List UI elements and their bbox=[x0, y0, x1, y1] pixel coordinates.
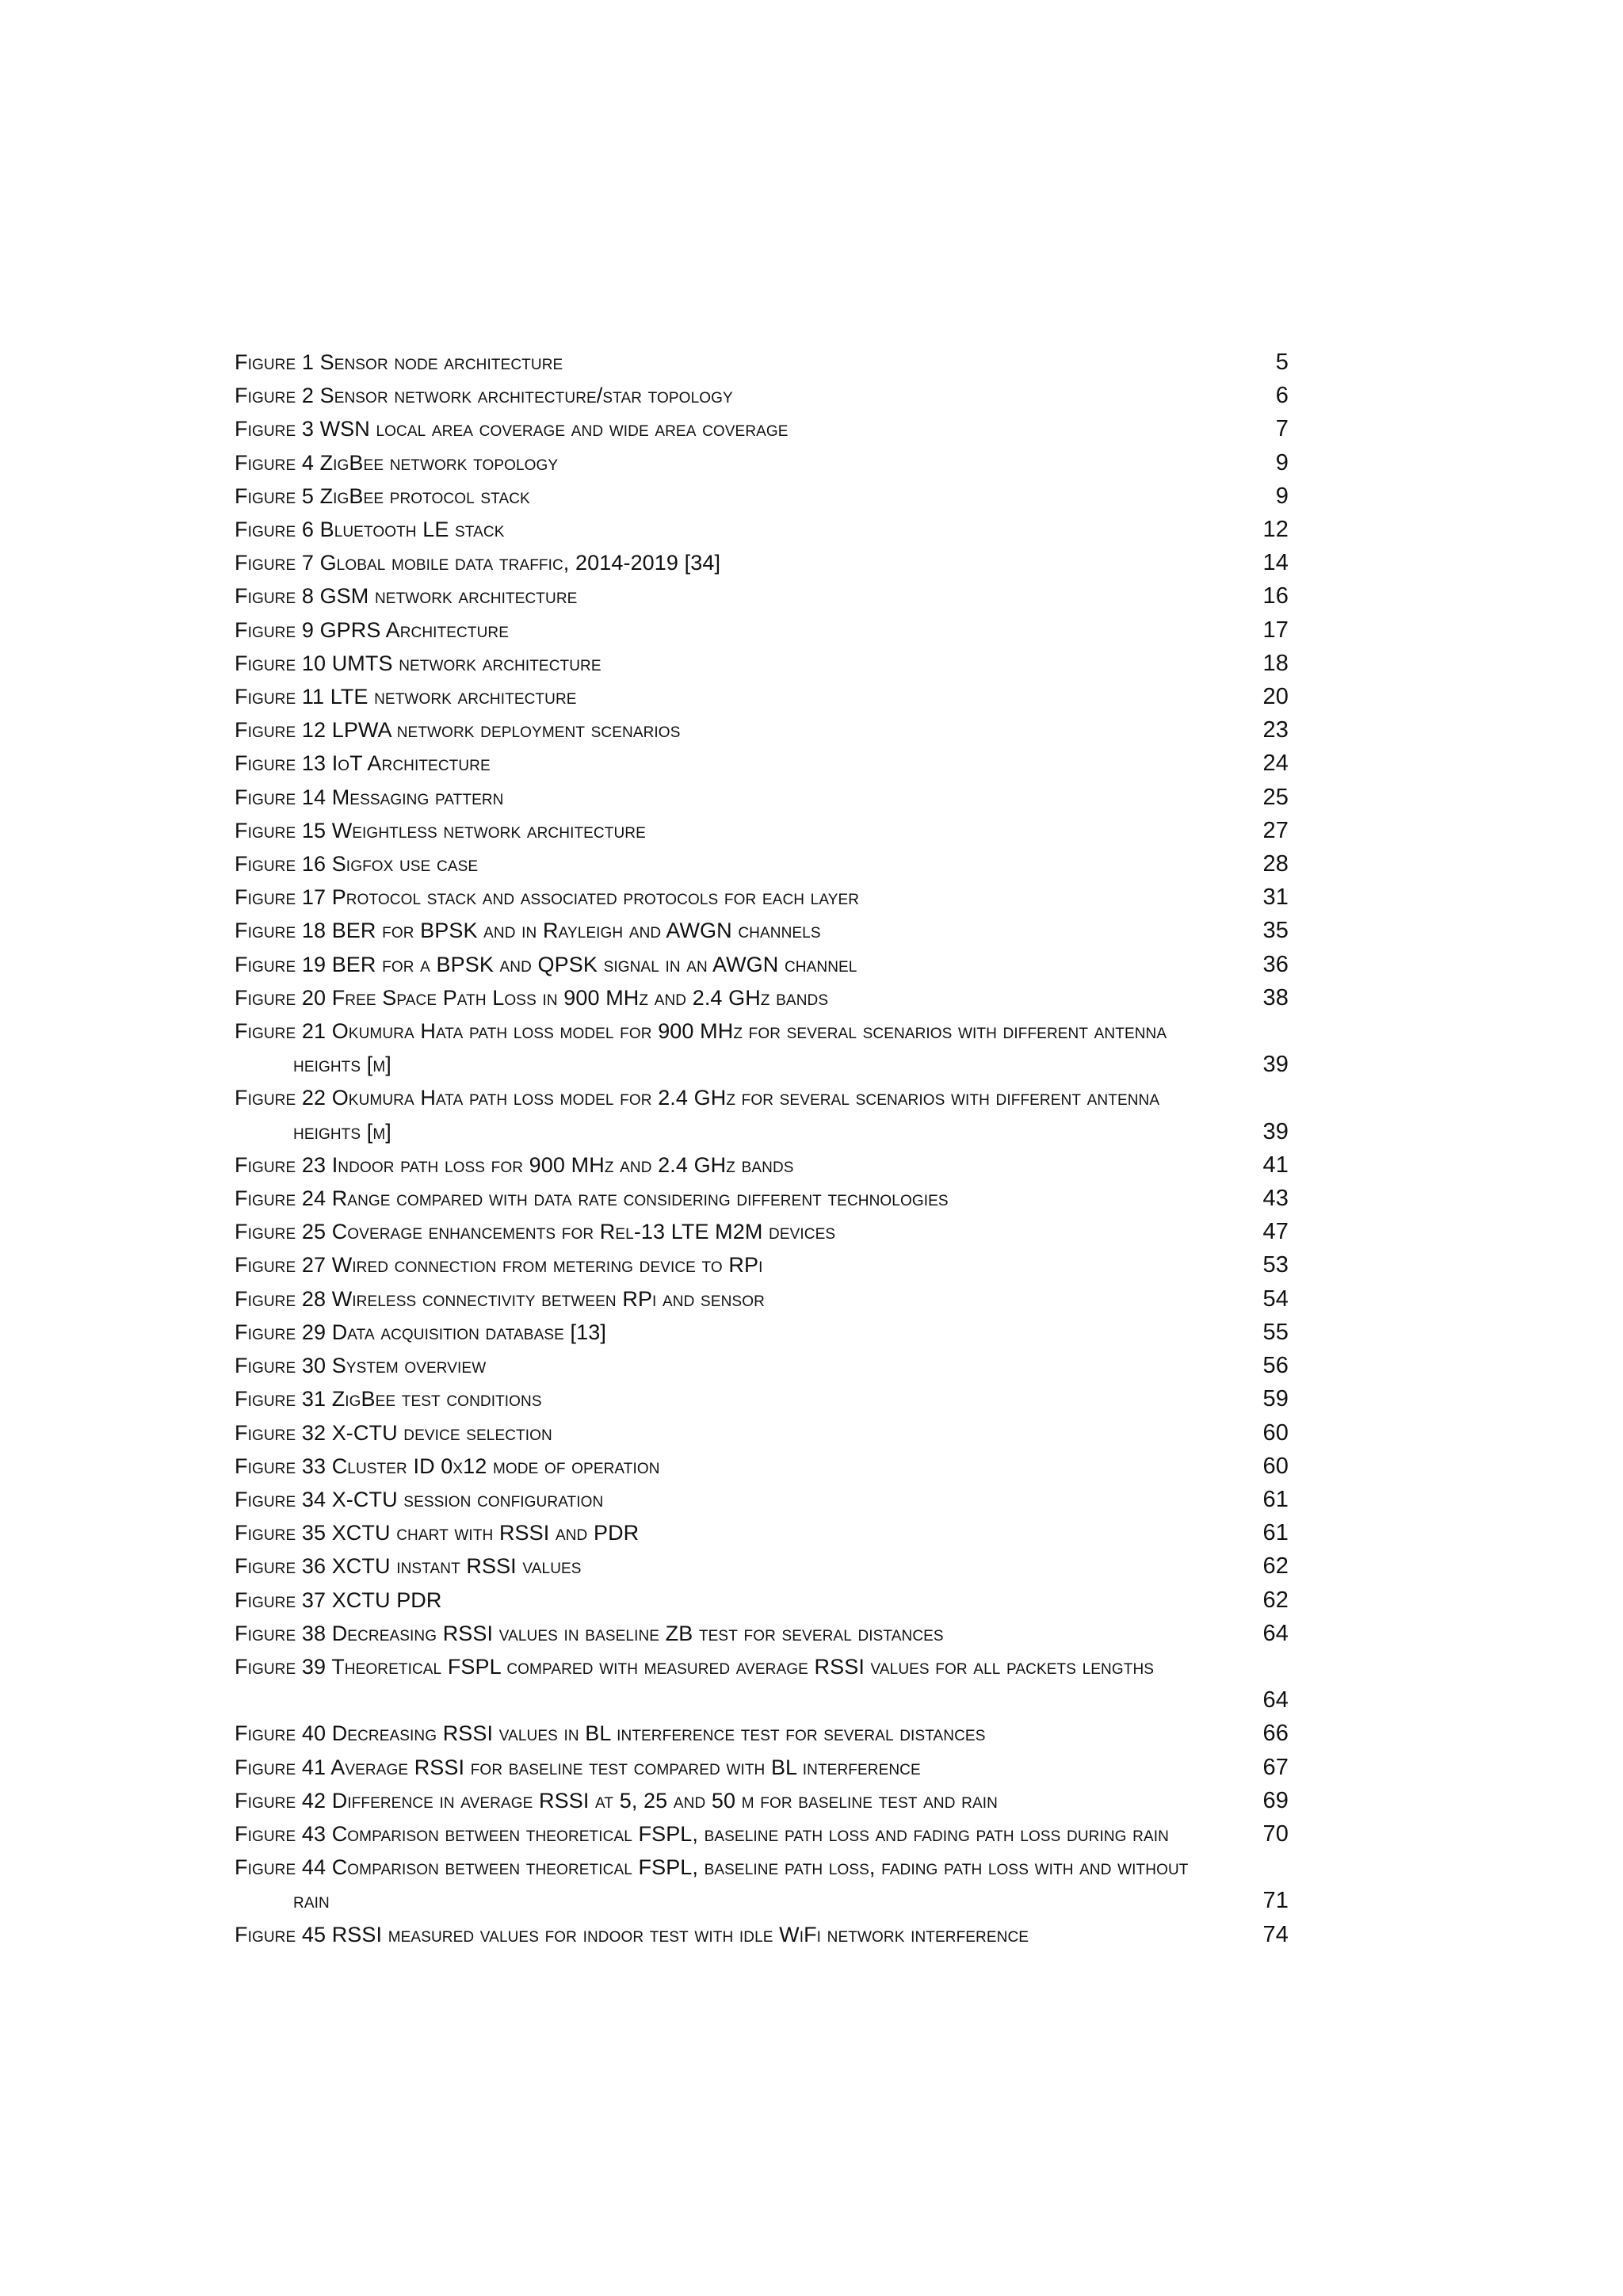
toc-entry[interactable] bbox=[235, 948, 1289, 981]
toc-entry[interactable] bbox=[235, 1248, 1289, 1282]
list-of-figures bbox=[235, 346, 1289, 1951]
toc-entry[interactable] bbox=[235, 1148, 1289, 1182]
toc-entry-page: 36 bbox=[1262, 951, 1289, 977]
toc-entry[interactable] bbox=[235, 1316, 1289, 1349]
toc-entry-page: 60 bbox=[1262, 1419, 1289, 1446]
toc-entry[interactable] bbox=[235, 1014, 1289, 1081]
toc-entry-page: 7 bbox=[1275, 416, 1289, 442]
toc-entry-page: 5 bbox=[1275, 350, 1289, 375]
toc-entry-page: 55 bbox=[1262, 1319, 1289, 1345]
toc-entry-page: 27 bbox=[1262, 817, 1289, 843]
toc-entry-title: Figure 9 GPRS Architecture bbox=[235, 617, 509, 642]
toc-entry[interactable] bbox=[235, 647, 1289, 680]
toc-entry-page: 64 bbox=[1262, 1687, 1289, 1713]
toc-entry-title: Figure 40 Decreasing RSSI values in BL interference test for several distances bbox=[235, 1721, 986, 1746]
toc-entry-page: 64 bbox=[1262, 1620, 1289, 1646]
toc-entry[interactable] bbox=[235, 346, 1289, 379]
toc-entry-title: Figure 10 UMTS network architecture bbox=[235, 651, 601, 675]
toc-entry-page: 41 bbox=[1262, 1152, 1289, 1178]
toc-entry-page: 28 bbox=[1262, 851, 1289, 877]
toc-entry-title: Figure 4 ZigBee network topology bbox=[235, 450, 559, 475]
toc-entry-title: Figure 35 XCTU chart with RSSI and PDR bbox=[235, 1521, 640, 1545]
toc-entry[interactable] bbox=[235, 1751, 1289, 1784]
toc-entry[interactable] bbox=[235, 713, 1289, 747]
toc-entry[interactable] bbox=[235, 814, 1289, 847]
toc-entry-page: 61 bbox=[1262, 1486, 1289, 1512]
toc-entry[interactable] bbox=[235, 1182, 1289, 1215]
toc-entry[interactable] bbox=[235, 1918, 1289, 1951]
toc-entry[interactable] bbox=[235, 1516, 1289, 1549]
toc-entry-page: 56 bbox=[1262, 1353, 1289, 1379]
toc-entry[interactable] bbox=[235, 579, 1289, 613]
toc-entry-title: Figure 15 Weightless network architecture bbox=[235, 818, 646, 842]
toc-entry-title: Figure 12 LPWA network deployment scenarios bbox=[235, 718, 681, 743]
toc-entry-page: 53 bbox=[1262, 1252, 1289, 1278]
toc-entry[interactable] bbox=[235, 914, 1289, 947]
toc-entry-page: 9 bbox=[1275, 449, 1289, 476]
toc-entry-page: 74 bbox=[1262, 1921, 1289, 1947]
toc-entry-page: 39 bbox=[1262, 1118, 1289, 1144]
toc-entry[interactable] bbox=[235, 1416, 1289, 1450]
toc-entry-page: 25 bbox=[1262, 784, 1289, 810]
toc-entry[interactable] bbox=[235, 546, 1289, 579]
toc-entry-page: 31 bbox=[1262, 884, 1289, 911]
toc-entry-title: Figure 13 IoT Architecture bbox=[235, 751, 491, 776]
toc-entry[interactable] bbox=[235, 412, 1289, 445]
toc-entry-title: Figure 8 GSM network architecture bbox=[235, 584, 578, 609]
toc-entry[interactable] bbox=[235, 379, 1289, 412]
toc-entry-page: 9 bbox=[1275, 483, 1289, 509]
toc-entry-page: 69 bbox=[1262, 1787, 1289, 1813]
toc-entry-title: Figure 21 Okumura Hata path loss model for 900 MHz for several scenarios with different antenna heights [m] bbox=[235, 1019, 1167, 1077]
toc-entry-title: Figure 20 Free Space Path Loss in 900 MHz and 2.4 GHz bands bbox=[235, 985, 829, 1010]
toc-entry[interactable] bbox=[235, 1081, 1289, 1148]
toc-entry[interactable] bbox=[235, 1549, 1289, 1583]
toc-entry-title: Figure 45 RSSI measured values for indoor test with idle WiFi network interference bbox=[235, 1922, 1029, 1946]
toc-entry-page: 43 bbox=[1262, 1186, 1289, 1212]
toc-entry[interactable] bbox=[235, 1584, 1289, 1617]
toc-entry-page: 35 bbox=[1262, 918, 1289, 944]
toc-entry-title: Figure 14 Messaging pattern bbox=[235, 785, 504, 809]
toc-entry-title: Figure 41 Average RSSI for baseline test compared with BL interference bbox=[235, 1755, 921, 1779]
toc-entry-page: 62 bbox=[1262, 1553, 1289, 1580]
toc-entry-page: 54 bbox=[1262, 1286, 1289, 1312]
toc-entry[interactable] bbox=[235, 781, 1289, 814]
toc-entry-page: 12 bbox=[1262, 517, 1289, 543]
toc-entry-title: Figure 38 Decreasing RSSI values in baseline ZB test for several distances bbox=[235, 1621, 944, 1645]
toc-entry-title: Figure 39 Theoretical FSPL compared with measured average RSSI values for all packets lengths bbox=[235, 1654, 1155, 1679]
toc-entry[interactable] bbox=[235, 513, 1289, 546]
toc-entry-page: 61 bbox=[1262, 1520, 1289, 1546]
toc-entry-title: Figure 34 X-CTU session configuration bbox=[235, 1487, 604, 1511]
toc-entry-title: Figure 33 Cluster ID 0x12 mode of operation bbox=[235, 1454, 660, 1478]
toc-entry-page: 47 bbox=[1262, 1219, 1289, 1245]
toc-entry-page: 18 bbox=[1262, 650, 1289, 676]
toc-entry[interactable] bbox=[235, 1617, 1289, 1650]
toc-entry-page: 23 bbox=[1262, 717, 1289, 743]
toc-entry[interactable] bbox=[235, 1784, 1289, 1817]
toc-entry[interactable] bbox=[235, 1851, 1289, 1917]
toc-entry-title: Figure 27 Wired connection from metering device to RPi bbox=[235, 1253, 763, 1278]
toc-entry-title: Figure 28 Wireless connectivity between RPi and sensor bbox=[235, 1286, 765, 1311]
toc-entry[interactable] bbox=[235, 446, 1289, 479]
toc-entry-page: 62 bbox=[1262, 1587, 1289, 1613]
toc-entry[interactable] bbox=[235, 1483, 1289, 1516]
toc-entry-title: Figure 16 Sigfox use case bbox=[235, 852, 479, 877]
toc-entry-title: Figure 29 Data acquisition database [13] bbox=[235, 1320, 606, 1344]
toc-entry-title: Figure 23 Indoor path loss for 900 MHz and 2.4 GHz bands bbox=[235, 1152, 794, 1177]
toc-entry[interactable] bbox=[235, 1650, 1289, 1717]
toc-entry-page: 16 bbox=[1262, 583, 1289, 609]
toc-entry-title: Figure 22 Okumura Hata path loss model for 2.4 GHz for several scenarios with different antenna heights [m] bbox=[235, 1086, 1160, 1144]
toc-entry-page: 6 bbox=[1275, 383, 1289, 409]
toc-entry[interactable] bbox=[235, 1215, 1289, 1248]
toc-entry[interactable] bbox=[235, 613, 1289, 647]
toc-entry-page: 39 bbox=[1262, 1052, 1289, 1078]
toc-entry-page: 66 bbox=[1262, 1721, 1289, 1747]
toc-entry-page: 38 bbox=[1262, 984, 1289, 1010]
toc-entry-title: Figure 5 ZigBee protocol stack bbox=[235, 483, 530, 508]
toc-entry-page: 60 bbox=[1262, 1453, 1289, 1479]
toc-entry-page: 14 bbox=[1262, 550, 1289, 576]
toc-entry-page: 24 bbox=[1262, 751, 1289, 777]
toc-entry-title: Figure 25 Coverage enhancements for Rel-13 LTE M2M devices bbox=[235, 1220, 836, 1244]
toc-entry-title: Figure 30 System overview bbox=[235, 1354, 487, 1378]
toc-entry-title: Figure 32 X-CTU device selection bbox=[235, 1420, 552, 1445]
toc-entry[interactable] bbox=[235, 1349, 1289, 1382]
toc-entry-title: Figure 1 Sensor node architecture bbox=[235, 350, 563, 374]
toc-entry-title: Figure 11 LTE network architecture bbox=[235, 685, 577, 709]
toc-entry-title: Figure 17 Protocol stack and associated protocols for each layer bbox=[235, 885, 860, 910]
toc-entry-title: Figure 36 XCTU instant RSSI values bbox=[235, 1554, 582, 1579]
toc-entry-title: Figure 42 Difference in average RSSI at 5, 25 and 50 m for baseline test and rain bbox=[235, 1788, 998, 1813]
toc-entry[interactable] bbox=[235, 881, 1289, 914]
toc-entry-title: Figure 24 Range compared with data rate considering different technologies bbox=[235, 1186, 949, 1211]
toc-entry[interactable] bbox=[235, 847, 1289, 881]
toc-entry-page: 59 bbox=[1262, 1386, 1289, 1412]
toc-entry-title: Figure 18 BER for BPSK and in Rayleigh and AWGN channels bbox=[235, 919, 821, 943]
toc-entry[interactable] bbox=[235, 680, 1289, 713]
toc-entry-title: Figure 7 Global mobile data traffic, 2014-2019 [34] bbox=[235, 551, 721, 575]
toc-entry[interactable] bbox=[235, 1717, 1289, 1750]
toc-entry[interactable] bbox=[235, 1282, 1289, 1316]
toc-entry[interactable] bbox=[235, 1382, 1289, 1415]
toc-entry-page: 20 bbox=[1262, 684, 1289, 710]
toc-entry-title: Figure 6 Bluetooth LE stack bbox=[235, 518, 505, 542]
toc-entry[interactable] bbox=[235, 981, 1289, 1014]
toc-entry-page: 67 bbox=[1262, 1754, 1289, 1780]
toc-entry-page: 17 bbox=[1262, 617, 1289, 643]
toc-entry-title: Figure 31 ZigBee test conditions bbox=[235, 1387, 542, 1412]
toc-entry-title: Figure 3 WSN local area coverage and wide area coverage bbox=[235, 417, 789, 441]
toc-entry[interactable] bbox=[235, 1450, 1289, 1483]
toc-entry-page: 70 bbox=[1262, 1820, 1289, 1847]
toc-entry-title: Figure 37 XCTU PDR bbox=[235, 1587, 442, 1612]
toc-entry-title: Figure 44 Comparison between theoretical FSPL, baseline path loss, fading path loss with and without rain bbox=[235, 1855, 1189, 1913]
toc-entry[interactable] bbox=[235, 479, 1289, 513]
toc-entry[interactable] bbox=[235, 747, 1289, 780]
toc-entry-title: Figure 2 Sensor network architecture/star topology bbox=[235, 384, 733, 408]
toc-entry-title: Figure 43 Comparison between theoretical FSPL, baseline path loss and fading path loss during rain bbox=[235, 1821, 1169, 1846]
toc-entry[interactable] bbox=[235, 1817, 1289, 1851]
toc-entry-title: Figure 19 BER for a BPSK and QPSK signal in an AWGN channel bbox=[235, 952, 857, 976]
toc-entry-page: 71 bbox=[1262, 1888, 1289, 1914]
